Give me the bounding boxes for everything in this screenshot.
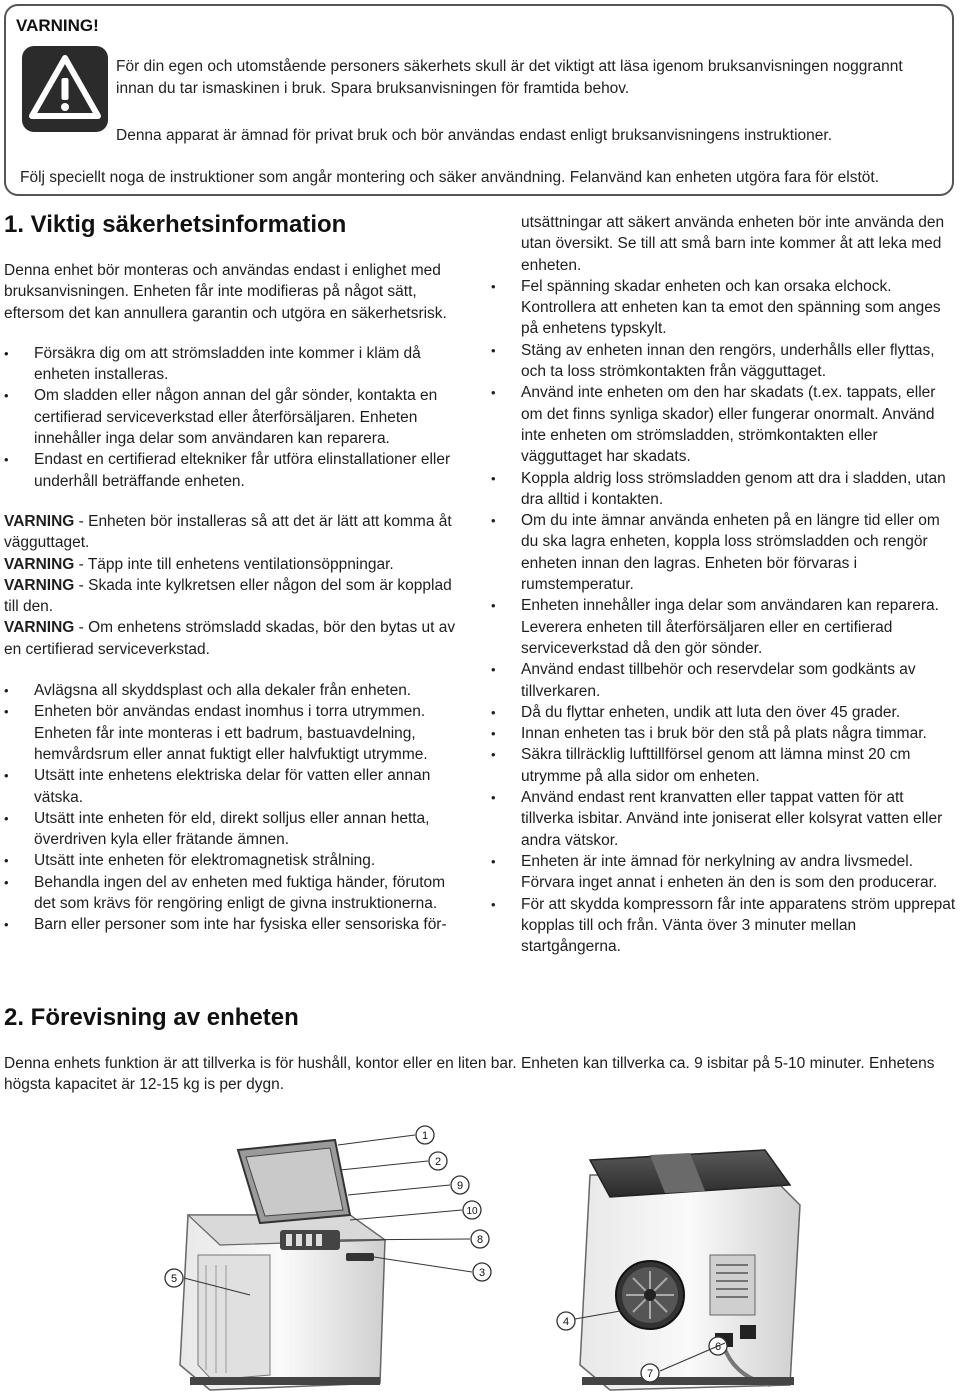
warning-paragraph-3: Följ speciellt noga de instruktioner som angår montering och säker användning. Felanvänd kan enheten utgöra fara för elstöt. (20, 169, 880, 186)
varning-label: VARNING (4, 576, 75, 594)
list-item: • Utsätt inte enheten för elektromagnetisk strålning. (4, 850, 470, 871)
warning-title: VARNING! (16, 16, 99, 35)
list-item: • Då du flyttar enheten, undik att luta den över 45 grader. (491, 702, 957, 723)
ice-maker-front-view (180, 1140, 385, 1390)
list-item: • Utsätt inte enheten för eld, direkt solljus eller annan hetta, överdriven kyla eller frätande ämnen. (4, 808, 470, 851)
varning-text: - Täpp inte till enhetens ventilationsöppningar. (74, 555, 394, 573)
list-item: • Koppla aldrig loss strömsladden genom att dra i sladden, utan dra alltid i kontakten. (491, 468, 957, 511)
list-item: • Försäkra dig om att strömsladden inte kommer i kläm då enheten installeras. (4, 343, 470, 386)
list-item: • Utsätt inte enhetens elektriska delar för vatten eller annan vätska. (4, 765, 470, 808)
ice-maker-illustration (150, 1115, 960, 1395)
list-item: • Fel spänning skadar enheten och kan orsaka elchock. Kontrollera att enheten kan ta emot den spänning som anges på enhetens typskylt. (491, 276, 957, 340)
left-column (4, 210, 470, 936)
callout-9 (348, 1176, 469, 1195)
varning-text: - Skada inte kylkretsen eller någon del som är kopplad till den. (4, 576, 452, 616)
list-item: • Enheten bör användas endast inomhus i torra utrymmen. (4, 701, 470, 722)
section-2-heading: 2. Förevisning av enheten (4, 1004, 299, 1031)
callout-1 (338, 1126, 434, 1145)
right-column (491, 212, 957, 957)
callout-label: 10 (466, 1206, 478, 1217)
list-item: • Stäng av enheten innan den rengörs, underhålls eller flyttas, och ta loss strömkontakten från vägguttaget. (491, 340, 957, 383)
list-item: • För att skydda kompressorn får inte apparatens ström upprepat kopplas till och från. Vänta över 3 minuter mellan startgångerna. (491, 894, 957, 958)
callout-label: 4 (562, 1316, 570, 1328)
warning-paragraph-1: För din egen och utomstående personers säkerhets skull är det viktigt att läsa igenom bruksanvisningen noggrannt innan du tar ismaskinen i bruk. Spara bruksanvisningen för framtida behov. (116, 58, 903, 97)
callout-2 (340, 1152, 447, 1170)
callout-label: 2 (434, 1156, 442, 1168)
callout-label: 1 (421, 1130, 429, 1142)
list-item: • Använd endast rent kranvatten eller tappat vatten för att tillverka isbitar. Använd inte joniserat eller kolsyrat vatten eller andra vätskor. (491, 787, 957, 851)
list-item: • Om du inte ämnar använda enheten på en längre tid eller om du ska lagra enheten, koppla loss strömsladden och rengör enheten innan den lagras. Enheten bör förvaras i rumstemperatur. (491, 510, 957, 595)
varning-line (4, 511, 470, 554)
indoor-note: Enheten får inte monteras i ett badrum, bastuavdelning, hemvårdsrum eller annat fuktigt eller halvfuktigt utrymme. (34, 724, 428, 763)
varning-text: - Om enhetens strömsladd skadas, bör den bytas ut av en certifierad serviceverkstad. (4, 619, 456, 658)
varning-label: VARNING (4, 555, 75, 573)
varning-line (4, 575, 470, 618)
callout-10 (350, 1201, 481, 1220)
safety-list-a (4, 343, 470, 492)
list-item: • Avlägsna all skyddsplast och alla dekaler från enheten. (4, 680, 470, 701)
varning-label: VARNING (4, 512, 75, 530)
list-item: • Använd inte enheten om den har skadats (t.ex. tappats, eller om det finns synliga skador) eller fungerar onormalt. Använd inte enheten om strömsladden, strömkontakten eller vägguttaget har skadats. (491, 382, 957, 467)
list-item: • Innan enheten tas i bruk bör den stå på plats några timmar. (491, 723, 957, 744)
warning-box (4, 4, 954, 196)
ice-maker-rear-view (580, 1150, 800, 1390)
section-1-heading: 1. Viktig säkerhetsinformation (4, 211, 347, 238)
list-item: • Endast en certifierad eltekniker får utföra elinstallationer eller underhåll beträffande enheten. (4, 449, 470, 492)
safety-list-b (4, 680, 470, 936)
callout-label: 8 (476, 1234, 484, 1246)
list-item: • Om sladden eller någon annan del går sönder, kontakta en certifierad serviceverkstad eller återförsäljaren. Enheten innehåller inga delar som användaren kan reparera. (4, 385, 470, 449)
list-item: • Behandla ingen del av enheten med fuktiga händer, förutom det som krävs för rengöring enligt de givna instruktionerna. (4, 872, 470, 915)
varning-line (4, 617, 470, 660)
warning-paragraph-2: Denna apparat är ämnad för privat bruk och bör användas endast enligt bruksanvisningens instruktioner. (116, 127, 833, 144)
callout-label: 9 (456, 1180, 464, 1192)
callout-label: 6 (714, 1341, 722, 1353)
varning-line (4, 554, 470, 575)
continued-text: utsättningar att säkert använda enheten bör inte använda den utan översikt. Se till att små barn inte kommer åt att leka med enheten. (521, 214, 945, 274)
callout-3 (374, 1257, 491, 1281)
varning-label: VARNING (4, 619, 75, 637)
varning-text: - Enheten bör installeras så att det är lätt att komma åt vägguttaget. (4, 512, 452, 552)
callout-label: 3 (478, 1267, 486, 1279)
list-item: • Använd endast tillbehör och reservdelar som godkänts av tillverkaren. (491, 659, 957, 702)
list-item: • Barn eller personer som inte har fysiska eller sensoriska för- (4, 914, 470, 935)
safety-list-c (491, 276, 957, 958)
list-item: • Enheten innehåller inga delar som användaren kan reparera. Leverera enheten till återförsäljaren eller en certifierad serviceverkstad då den gör sönder. (491, 595, 957, 659)
callout-label: 5 (170, 1273, 178, 1285)
callout-label: 7 (646, 1368, 654, 1380)
list-item: • Säkra tillräcklig lufttillförsel genom att lämna minst 20 cm utrymme på alla sidor om enheten. (491, 744, 957, 787)
list-item: • Enheten är inte ämnad för nerkylning av andra livsmedel. Förvara inget annat i enheten än den is som den producerar. (491, 851, 957, 894)
warning-triangle-icon (22, 46, 108, 132)
section-1-intro: Denna enhet bör monteras och användas endast i enlighet med bruksanvisningen. Enheten får inte modifieras på något sätt, eftersom det kan annullera garantin och utgöra en säkerhetsrisk. (4, 262, 447, 322)
section-2-description: Denna enhets funktion är att tillverka is för hushåll, kontor eller en liten bar. Enheten kan tillverka ca. 9 isbitar på 5-10 minuter. Enhetens högsta kapacitet är 12-15 kg is per dygn. (4, 1055, 935, 1094)
